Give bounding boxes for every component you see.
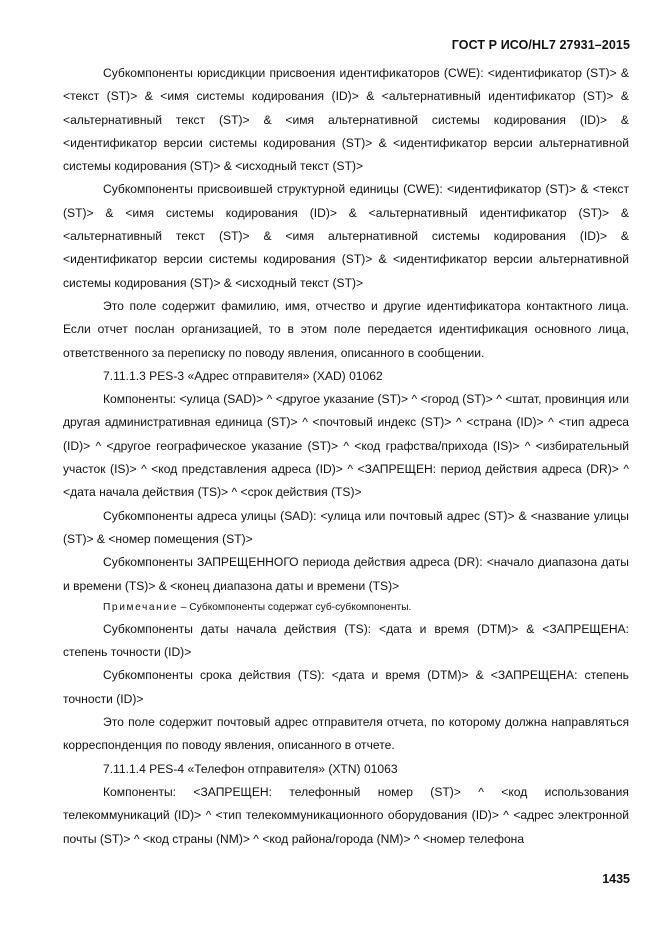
paragraph-start-date-subcomponents: Субкомпоненты даты начала действия (TS): <дата и время (DTM)> & <ЗАПРЕЩЕНА: степень точности (ID)> [63,621,629,660]
paragraph-address-field-description: Это поле содержит почтовый адрес отправителя отчета, по которому должна направляться корреспонденция по поводу явления, описанного в отчете. [63,715,629,753]
page-number: 1435 [602,872,630,886]
paragraph-assigning-unit-subcomponents: Субкомпоненты присвоившей структурной единицы (CWE): <идентификатор (ST)> & <текст (ST)> & <имя системы кодирования (ID)> & <альтернативный идентификатор (ST)> & <альтернативный текст (ST)> & <имя альтернативной системы кодирования (ID)> & <идентификатор версии системы кодирования (ST)> & <идентификатор версии альтернативной системы кодирования (ST)> & <исходный текст (ST)> [63,182,629,290]
paragraph-street-subcomponents: Субкомпоненты адреса улицы (SAD): <улица или почтовый адрес (ST)> & <название улицы (ST)> & <номер помещения (ST)> [63,508,629,546]
document-header: ГОСТ Р ИСО/HL7 27931–2015 [451,38,630,52]
note-label: Примечание [103,601,178,613]
section-heading-pes-3: 7.11.1.3 PES-3 «Адрес отправителя» (XAD) 01062 [103,368,383,383]
note-text: – Субкомпоненты содержат суб-субкомпоненты. [177,601,412,613]
paragraph-period-subcomponents: Субкомпоненты ЗАПРЕЩЕННОГО периода действия адреса (DR): <начало диапазона даты и времени (TS)> & <конец диапазона даты и времени (TS)> [63,555,629,593]
paragraph-jurisdiction-subcomponents: Субкомпоненты юрисдикции присвоения идентификаторов (CWE): <идентификатор (ST)> & <текст (ST)> & <имя системы кодирования (ID)> & <альтернативный идентификатор (ST)> & <альтернативный текст (ST)> & <имя альтернативной системы кодирования (ID)> & <идентификатор версии системы кодирования (ST)> & <идентификатор версии альтернативной системы кодирования (ST)> & <исходный текст (ST)> [63,66,629,174]
paragraph-phone-components: Компоненты: <ЗАПРЕЩЕН: телефонный номер (ST)> ^ <код использования телекоммуникаций (ID)> ^ <тип телекоммуникационного оборудования (ID)> ^ <адрес электронной почты (ST)> ^ <код страны (NM)> ^ <код района/города (NM)> ^ <номер телефона [63,784,629,846]
paragraph-contact-field-description: Это поле содержит фамилию, имя, отчество и другие идентификатора контактного лица. Если отчет послан организацией, то в этом поле передается идентификация основного лица, ответственного за переписку по поводу явления, описанного в сообщении. [63,298,629,360]
note [63,598,629,618]
paragraph-address-components: Компоненты: <улица (SAD)> ^ <другое указание (ST)> ^ <город (ST)> ^ <штат, провинция или другая административная единица (ST)> ^ <почтовый индекс (ST)> ^ <страна (ID)> ^ <тип адреса (ID)> ^ <другое географическое указание (ST)> ^ <код графства/прихода (IS)> ^ <избирательный участок (IS)> ^ <код представления адреса (ID)> ^ <ЗАПРЕЩЕН: период действия адреса (DR)> ^ <дата начала действия (TS)> ^ <срок действия (TS)> [63,392,629,500]
paragraph-expiry-subcomponents: Субкомпоненты срока действия (TS): <дата и время (DTM)> & <ЗАПРЕЩЕНА: степень точности (ID)> [63,668,629,706]
document-body [63,62,629,851]
section-heading-pes-4: 7.11.1.4 PES-4 «Телефон отправителя» (XTN) 01063 [103,761,398,776]
